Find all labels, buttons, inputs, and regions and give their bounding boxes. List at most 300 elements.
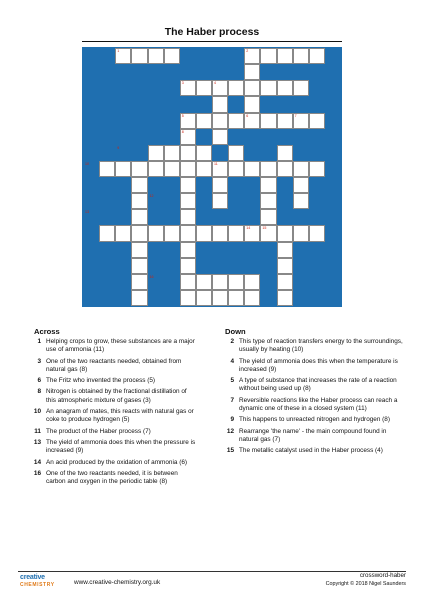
grid-cell-blocked — [115, 129, 131, 145]
grid-cell-blocked — [260, 64, 276, 80]
grid-cell[interactable] — [244, 64, 260, 80]
grid-cell[interactable] — [131, 177, 147, 193]
grid-cell-blocked — [115, 258, 131, 274]
grid-cell-blocked — [325, 258, 341, 274]
grid-cell-blocked — [180, 64, 196, 80]
grid-cell[interactable] — [196, 161, 212, 177]
clue-number: 5 — [181, 113, 184, 118]
grid-cell[interactable] — [131, 274, 147, 290]
grid-cell-blocked — [325, 113, 341, 129]
grid-cell-blocked — [164, 64, 180, 80]
grid-cell-blocked — [228, 209, 244, 225]
grid-cell-blocked — [164, 258, 180, 274]
across-clue — [28, 338, 198, 355]
clue-number-label: 8 — [37, 388, 41, 396]
grid-cell-blocked — [196, 193, 212, 209]
grid-cell[interactable] — [180, 290, 196, 306]
grid-cell-blocked — [212, 48, 228, 64]
grid-cell[interactable] — [180, 225, 196, 241]
grid-cell-blocked — [260, 290, 276, 306]
title-underline — [82, 41, 342, 42]
grid-cell-blocked — [325, 225, 341, 241]
grid-cell[interactable] — [260, 209, 276, 225]
grid-cell-blocked — [83, 225, 99, 241]
grid-cell[interactable] — [212, 161, 228, 177]
grid-cell-blocked — [212, 145, 228, 161]
grid-cell-blocked — [164, 129, 180, 145]
grid-cell[interactable] — [180, 177, 196, 193]
across-clue — [28, 470, 198, 487]
grid-cell-blocked — [99, 177, 115, 193]
grid-cell[interactable] — [309, 48, 325, 64]
clue-number-label: 5 — [230, 377, 234, 385]
grid-cell[interactable] — [164, 161, 180, 177]
grid-cell[interactable] — [244, 113, 260, 129]
grid-cell[interactable] — [277, 290, 293, 306]
grid-cell-blocked — [196, 209, 212, 225]
grid-cell-blocked — [180, 96, 196, 112]
grid-cell-blocked — [325, 242, 341, 258]
across-clue-list — [28, 338, 198, 489]
grid-cell-blocked — [115, 64, 131, 80]
grid-cell-blocked — [325, 193, 341, 209]
grid-cell-blocked — [164, 177, 180, 193]
grid-cell-blocked — [309, 145, 325, 161]
grid-cell-blocked — [309, 242, 325, 258]
grid-cell-blocked — [164, 242, 180, 258]
grid-cell-blocked — [99, 129, 115, 145]
grid-cell[interactable] — [244, 96, 260, 112]
grid-cell[interactable] — [115, 161, 131, 177]
across-clue — [28, 408, 198, 425]
grid-cell-blocked — [83, 80, 99, 96]
grid-cell-blocked — [99, 96, 115, 112]
grid-cell-blocked — [83, 242, 99, 258]
down-clue — [221, 338, 405, 355]
clue-text: Nitrogen is obtained by the fractional distillation of this atmospheric mixture of gases (3) — [46, 388, 187, 404]
clue-number: 2 — [246, 49, 249, 53]
grid-cell-blocked — [99, 242, 115, 258]
grid-cell[interactable] — [212, 96, 228, 112]
grid-cell[interactable] — [277, 80, 293, 96]
clue-text: An anagram of mates, this reacts with natural gas or coke to produce hydrogen (5) — [46, 408, 194, 424]
grid-cell[interactable] — [131, 48, 147, 64]
grid-cell[interactable] — [277, 274, 293, 290]
grid-cell[interactable] — [148, 161, 164, 177]
grid-cell[interactable] — [277, 225, 293, 241]
grid-cell-blocked — [244, 129, 260, 145]
clue-number: 14 — [246, 226, 251, 231]
across-clue — [28, 377, 198, 385]
logo-top-text: creative — [20, 574, 45, 581]
grid-cell-blocked — [228, 48, 244, 64]
grid-cell-blocked — [309, 193, 325, 209]
clue-text: An acid produced by the oxidation of ammonia (6) — [46, 458, 188, 466]
grid-cell-blocked — [115, 145, 131, 161]
grid-cell-blocked — [293, 209, 309, 225]
grid-cell-blocked — [260, 258, 276, 274]
down-clue-list — [221, 338, 405, 459]
grid-cell-blocked — [115, 290, 131, 306]
grid-cell-blocked — [164, 113, 180, 129]
grid-cell-blocked — [325, 96, 341, 112]
clue-text: A type of substance that increases the rate of a reaction without being used up (8) — [239, 377, 397, 393]
grid-cell-blocked — [148, 209, 164, 225]
grid-cell[interactable] — [309, 113, 325, 129]
grid-cell-blocked — [99, 209, 115, 225]
grid-cell[interactable] — [196, 290, 212, 306]
grid-cell-blocked — [115, 193, 131, 209]
grid-cell-blocked — [164, 193, 180, 209]
grid-cell-blocked — [196, 129, 212, 145]
grid-cell-blocked — [277, 64, 293, 80]
clue-text: The product of the Haber process (7) — [46, 427, 151, 435]
grid-cell[interactable] — [244, 225, 260, 241]
clue-number-label: 7 — [230, 396, 234, 404]
grid-cell-blocked — [277, 209, 293, 225]
clue-number: 1 — [117, 49, 120, 53]
grid-cell-blocked — [164, 80, 180, 96]
grid-cell-blocked — [99, 113, 115, 129]
footer-reference — [326, 571, 406, 589]
grid-cell-blocked — [115, 96, 131, 112]
clue-number-label: 11 — [34, 427, 41, 435]
grid-cell-blocked — [228, 96, 244, 112]
grid-cell-blocked — [83, 161, 99, 177]
across-clue — [28, 459, 198, 467]
grid-cell[interactable] — [244, 161, 260, 177]
grid-cell-blocked — [309, 177, 325, 193]
website-url[interactable]: www.creative-chemistry.org.uk — [74, 579, 161, 586]
clue-text: One of the two reactants needed, obtained from natural gas (8) — [46, 357, 182, 373]
grid-cell[interactable] — [228, 161, 244, 177]
grid-cell-blocked — [309, 129, 325, 145]
grid-cell-blocked — [83, 113, 99, 129]
grid-cell-blocked — [244, 242, 260, 258]
grid-cell[interactable] — [212, 113, 228, 129]
across-clue — [28, 439, 198, 456]
across-clue — [28, 388, 198, 405]
grid-cell-blocked — [309, 209, 325, 225]
clue-number: 13 — [85, 210, 89, 215]
grid-cell[interactable] — [244, 274, 260, 290]
grid-cell-blocked — [277, 129, 293, 145]
grid-cell[interactable] — [196, 225, 212, 241]
clue-number: 3 — [181, 81, 184, 86]
grid-cell[interactable] — [164, 225, 180, 241]
grid-cell-blocked — [148, 177, 164, 193]
grid-cell[interactable] — [228, 80, 244, 96]
grid-cell-blocked — [99, 258, 115, 274]
grid-cell-blocked — [115, 177, 131, 193]
grid-cell[interactable] — [309, 161, 325, 177]
clue-number: 9 — [117, 145, 120, 150]
grid-cell-blocked — [164, 209, 180, 225]
clue-number-label: 9 — [230, 416, 234, 424]
grid-cell[interactable] — [196, 274, 212, 290]
grid-cell-blocked — [228, 193, 244, 209]
grid-cell[interactable] — [260, 113, 276, 129]
grid-cell-blocked — [131, 145, 147, 161]
down-heading: Down — [225, 327, 246, 336]
grid-cell-blocked — [325, 209, 341, 225]
grid-cell-blocked — [164, 274, 180, 290]
grid-cell[interactable] — [180, 209, 196, 225]
grid-cell-blocked — [325, 80, 341, 96]
grid-cell-blocked — [293, 145, 309, 161]
grid-cell-blocked — [244, 258, 260, 274]
grid-cell-blocked — [293, 64, 309, 80]
down-clue — [221, 447, 405, 455]
grid-cell[interactable] — [131, 161, 147, 177]
grid-cell-blocked — [293, 290, 309, 306]
grid-cell[interactable] — [148, 225, 164, 241]
creative-chemistry-logo — [20, 574, 66, 594]
grid-cell-blocked — [99, 145, 115, 161]
grid-cell[interactable] — [212, 290, 228, 306]
grid-cell-blocked — [196, 177, 212, 193]
grid-cell[interactable] — [164, 145, 180, 161]
grid-cell[interactable] — [277, 113, 293, 129]
grid-cell[interactable] — [293, 113, 309, 129]
grid-cell[interactable] — [228, 113, 244, 129]
grid-cell-blocked — [228, 64, 244, 80]
grid-cell[interactable] — [99, 225, 115, 241]
grid-cell[interactable] — [131, 225, 147, 241]
down-clue — [221, 428, 405, 445]
grid-cell-blocked — [212, 209, 228, 225]
grid-cell[interactable] — [180, 113, 196, 129]
clue-number: 4 — [214, 81, 216, 86]
grid-cell-blocked — [148, 290, 164, 306]
grid-cell-blocked — [228, 258, 244, 274]
grid-cell[interactable] — [212, 225, 228, 241]
grid-cell[interactable] — [180, 274, 196, 290]
grid-cell[interactable] — [180, 242, 196, 258]
grid-cell-blocked — [131, 129, 147, 145]
grid-cell[interactable] — [115, 225, 131, 241]
worksheet-code: crossword-haber — [359, 572, 406, 579]
grid-cell-blocked — [115, 242, 131, 258]
grid-cell-blocked — [228, 129, 244, 145]
clue-number-label: 4 — [230, 357, 234, 365]
clue-text: Helping crops to grow, these substances are a major use of ammonia (11) — [46, 338, 195, 354]
grid-cell[interactable] — [228, 225, 244, 241]
grid-cell[interactable] — [196, 145, 212, 161]
grid-cell[interactable] — [309, 225, 325, 241]
grid-cell-blocked — [196, 242, 212, 258]
grid-cell-blocked — [325, 177, 341, 193]
grid-cell-blocked — [148, 242, 164, 258]
grid-cell-blocked — [131, 113, 147, 129]
grid-cell[interactable] — [196, 113, 212, 129]
grid-cell-blocked — [148, 113, 164, 129]
grid-cell[interactable] — [277, 258, 293, 274]
grid-cell[interactable] — [293, 225, 309, 241]
grid-cell-blocked — [309, 290, 325, 306]
grid-cell[interactable] — [244, 290, 260, 306]
clue-number-label: 13 — [33, 438, 41, 446]
grid-cell-blocked — [244, 209, 260, 225]
grid-cell[interactable] — [180, 80, 196, 96]
grid-cell-blocked — [83, 129, 99, 145]
grid-cell[interactable] — [228, 145, 244, 161]
grid-cell[interactable] — [196, 80, 212, 96]
grid-cell-blocked — [325, 145, 341, 161]
across-heading: Across — [34, 327, 60, 336]
grid-cell[interactable] — [260, 225, 276, 241]
clue-number: 7 — [294, 113, 297, 118]
grid-cell[interactable] — [277, 145, 293, 161]
grid-cell-blocked — [164, 290, 180, 306]
grid-cell-blocked — [83, 96, 99, 112]
grid-cell-blocked — [293, 96, 309, 112]
grid-cell[interactable] — [131, 242, 147, 258]
grid-cell[interactable] — [260, 177, 276, 193]
grid-cell-blocked — [212, 64, 228, 80]
grid-cell-blocked — [228, 242, 244, 258]
grid-cell-blocked — [83, 64, 99, 80]
grid-cell[interactable] — [293, 177, 309, 193]
grid-cell[interactable] — [293, 80, 309, 96]
clue-number-label: 6 — [37, 377, 41, 385]
clue-number: 10 — [85, 161, 89, 166]
clue-number: 6 — [246, 113, 249, 118]
clue-text: The Fritz who invented the process (5) — [46, 377, 156, 385]
grid-cell-blocked — [83, 193, 99, 209]
grid-cell[interactable] — [277, 161, 293, 177]
grid-cell-blocked — [148, 64, 164, 80]
grid-cell-blocked — [83, 290, 99, 306]
grid-cell-blocked — [115, 113, 131, 129]
clue-number-label: 15 — [226, 447, 234, 455]
grid-cell-blocked — [180, 48, 196, 64]
grid-cell-blocked — [99, 290, 115, 306]
grid-cell-blocked — [83, 274, 99, 290]
grid-cell[interactable] — [212, 177, 228, 193]
grid-cell-blocked — [148, 258, 164, 274]
grid-cell[interactable] — [212, 274, 228, 290]
grid-cell[interactable] — [244, 80, 260, 96]
grid-cell-blocked — [325, 161, 341, 177]
copyright-text: Copyright © 2018 Nigel Saunders — [325, 581, 406, 587]
grid-cell[interactable] — [244, 48, 260, 64]
grid-cell-blocked — [228, 177, 244, 193]
grid-cell[interactable] — [212, 193, 228, 209]
across-clue — [28, 358, 198, 375]
grid-cell-blocked — [325, 48, 341, 64]
grid-cell[interactable] — [180, 145, 196, 161]
grid-cell[interactable] — [293, 161, 309, 177]
grid-cell[interactable] — [260, 48, 276, 64]
grid-cell[interactable] — [260, 80, 276, 96]
grid-cell-blocked — [148, 80, 164, 96]
grid-cell-blocked — [260, 129, 276, 145]
grid-cell-blocked — [99, 64, 115, 80]
grid-cell[interactable] — [148, 48, 164, 64]
grid-cell-blocked — [83, 177, 99, 193]
grid-cell[interactable] — [180, 161, 196, 177]
grid-cell-blocked — [148, 129, 164, 145]
grid-cell[interactable] — [180, 258, 196, 274]
grid-cell-blocked — [325, 129, 341, 145]
grid-cell-blocked — [325, 64, 341, 80]
grid-cell[interactable] — [180, 193, 196, 209]
grid-cell-blocked — [277, 193, 293, 209]
grid-cell-blocked — [293, 242, 309, 258]
clue-text: The yield of ammonia does this when the pressure is increased (9) — [46, 438, 196, 455]
grid-cell-blocked — [212, 242, 228, 258]
grid-cell[interactable] — [260, 161, 276, 177]
grid-cell-blocked — [115, 209, 131, 225]
grid-cell[interactable] — [99, 161, 115, 177]
grid-cell-blocked — [99, 193, 115, 209]
grid-cell[interactable] — [277, 48, 293, 64]
grid-cell[interactable] — [277, 242, 293, 258]
grid-cell-blocked — [244, 193, 260, 209]
grid-cell[interactable] — [212, 80, 228, 96]
grid-cell-blocked — [309, 274, 325, 290]
grid-cell-blocked — [99, 48, 115, 64]
grid-cell-blocked — [131, 80, 147, 96]
down-clue — [221, 377, 405, 394]
grid-cell-blocked — [131, 96, 147, 112]
grid-cell-blocked — [293, 258, 309, 274]
clue-text: The metallic catalyst used in the Haber process (4) — [239, 447, 383, 455]
grid-cell-blocked — [244, 145, 260, 161]
grid-cell-blocked — [83, 145, 99, 161]
grid-cell[interactable] — [228, 290, 244, 306]
clue-number-label: 2 — [230, 338, 234, 345]
grid-cell-blocked — [260, 145, 276, 161]
grid-cell-blocked — [260, 96, 276, 112]
clue-number: 11 — [214, 161, 218, 166]
clue-text: This type of reaction transfers energy to the surroundings, usually by heating (10) — [239, 338, 403, 354]
clue-text: This happens to unreacted nitrogen and hydrogen (8) — [239, 416, 390, 424]
grid-cell[interactable] — [180, 129, 196, 145]
clue-text: Rearrange 'the name' - the main compound found in natural gas (7) — [239, 427, 387, 443]
crossword-grid — [82, 47, 342, 307]
grid-cell-blocked — [196, 48, 212, 64]
grid-cell-blocked — [260, 274, 276, 290]
grid-cell[interactable] — [293, 193, 309, 209]
grid-cell-blocked — [196, 258, 212, 274]
grid-cell[interactable] — [212, 129, 228, 145]
down-clue — [221, 416, 405, 424]
grid-cell-blocked — [196, 64, 212, 80]
grid-cell[interactable] — [131, 258, 147, 274]
grid-cell[interactable] — [131, 209, 147, 225]
grid-cell[interactable] — [131, 290, 147, 306]
grid-cell-blocked — [99, 274, 115, 290]
grid-cell[interactable] — [293, 48, 309, 64]
clue-number: 12 — [149, 194, 154, 199]
grid-cell[interactable] — [148, 145, 164, 161]
grid-cell[interactable] — [115, 48, 131, 64]
grid-cell[interactable] — [260, 193, 276, 209]
clue-text: Reversible reactions like the Haber process can reach a dynamic one of these in a closed system (11) — [239, 396, 398, 413]
across-clue — [28, 428, 198, 436]
grid-cell-blocked — [83, 258, 99, 274]
grid-cell-blocked — [148, 274, 164, 290]
grid-cell[interactable] — [228, 274, 244, 290]
grid-cell-blocked — [131, 64, 147, 80]
grid-cell-blocked — [309, 80, 325, 96]
grid-cell[interactable] — [164, 48, 180, 64]
grid-cell-blocked — [309, 258, 325, 274]
clue-number-label: 16 — [33, 469, 41, 477]
grid-cell[interactable] — [131, 193, 147, 209]
